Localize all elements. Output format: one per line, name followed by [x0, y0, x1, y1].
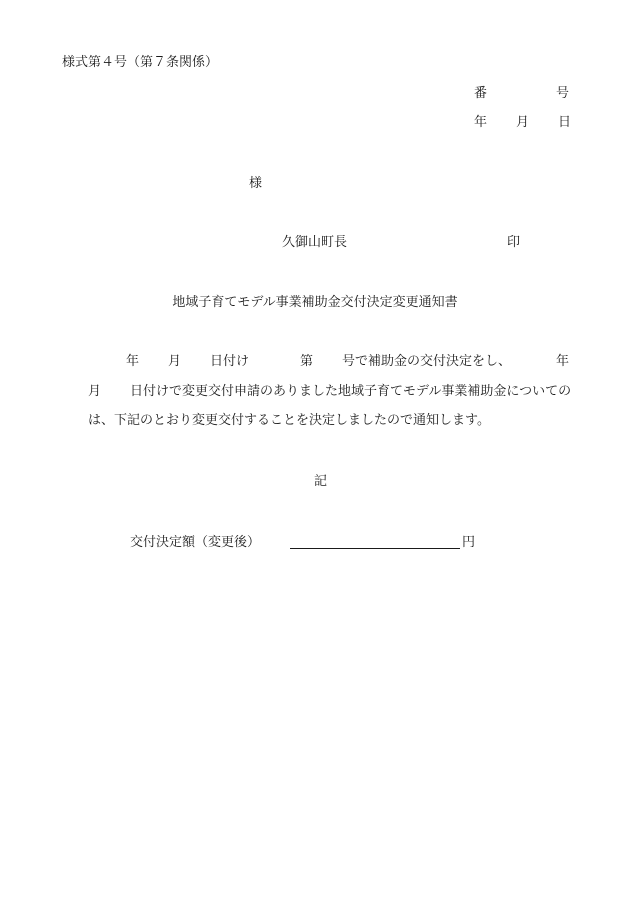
ki-heading: 記 — [314, 474, 328, 489]
body-line1-month: 月 — [168, 354, 182, 369]
body-line1-year2: 年 — [556, 354, 570, 369]
amount-blank-line — [290, 548, 460, 549]
issuer-name: 久御山町長 — [282, 235, 348, 250]
body-line1-dated: 日付け — [210, 354, 250, 369]
addressee-honorific: 様 — [249, 176, 263, 191]
body-line1-dai: 第 — [300, 354, 314, 369]
document-title: 地域子育てモデル事業補助金交付決定変更通知書 — [172, 295, 458, 310]
amount-label: 交付決定額（変更後） — [130, 535, 261, 550]
amount-unit: 円 — [462, 535, 476, 550]
date-day-label: 日 — [558, 115, 572, 130]
body-line2-month: 月 — [88, 384, 102, 399]
body-line2-text: 日付けで変更交付申請のありました地域子育てモデル事業補助金についての — [130, 384, 572, 399]
form-number-label: 様式第４号（第７条関係） — [62, 55, 219, 70]
body-line1-year: 年 — [126, 354, 140, 369]
body-line1-text: 号で補助金の交付決定をし、 — [342, 354, 512, 369]
seal-mark: 印 — [507, 235, 521, 250]
date-year-label: 年 — [474, 115, 488, 130]
document-number-label: 番 — [474, 86, 488, 101]
document-number-suffix: 号 — [556, 86, 570, 101]
date-month-label: 月 — [516, 115, 530, 130]
body-line3-text: は、下記のとおり変更交付することを決定しましたので通知します。 — [88, 413, 490, 428]
